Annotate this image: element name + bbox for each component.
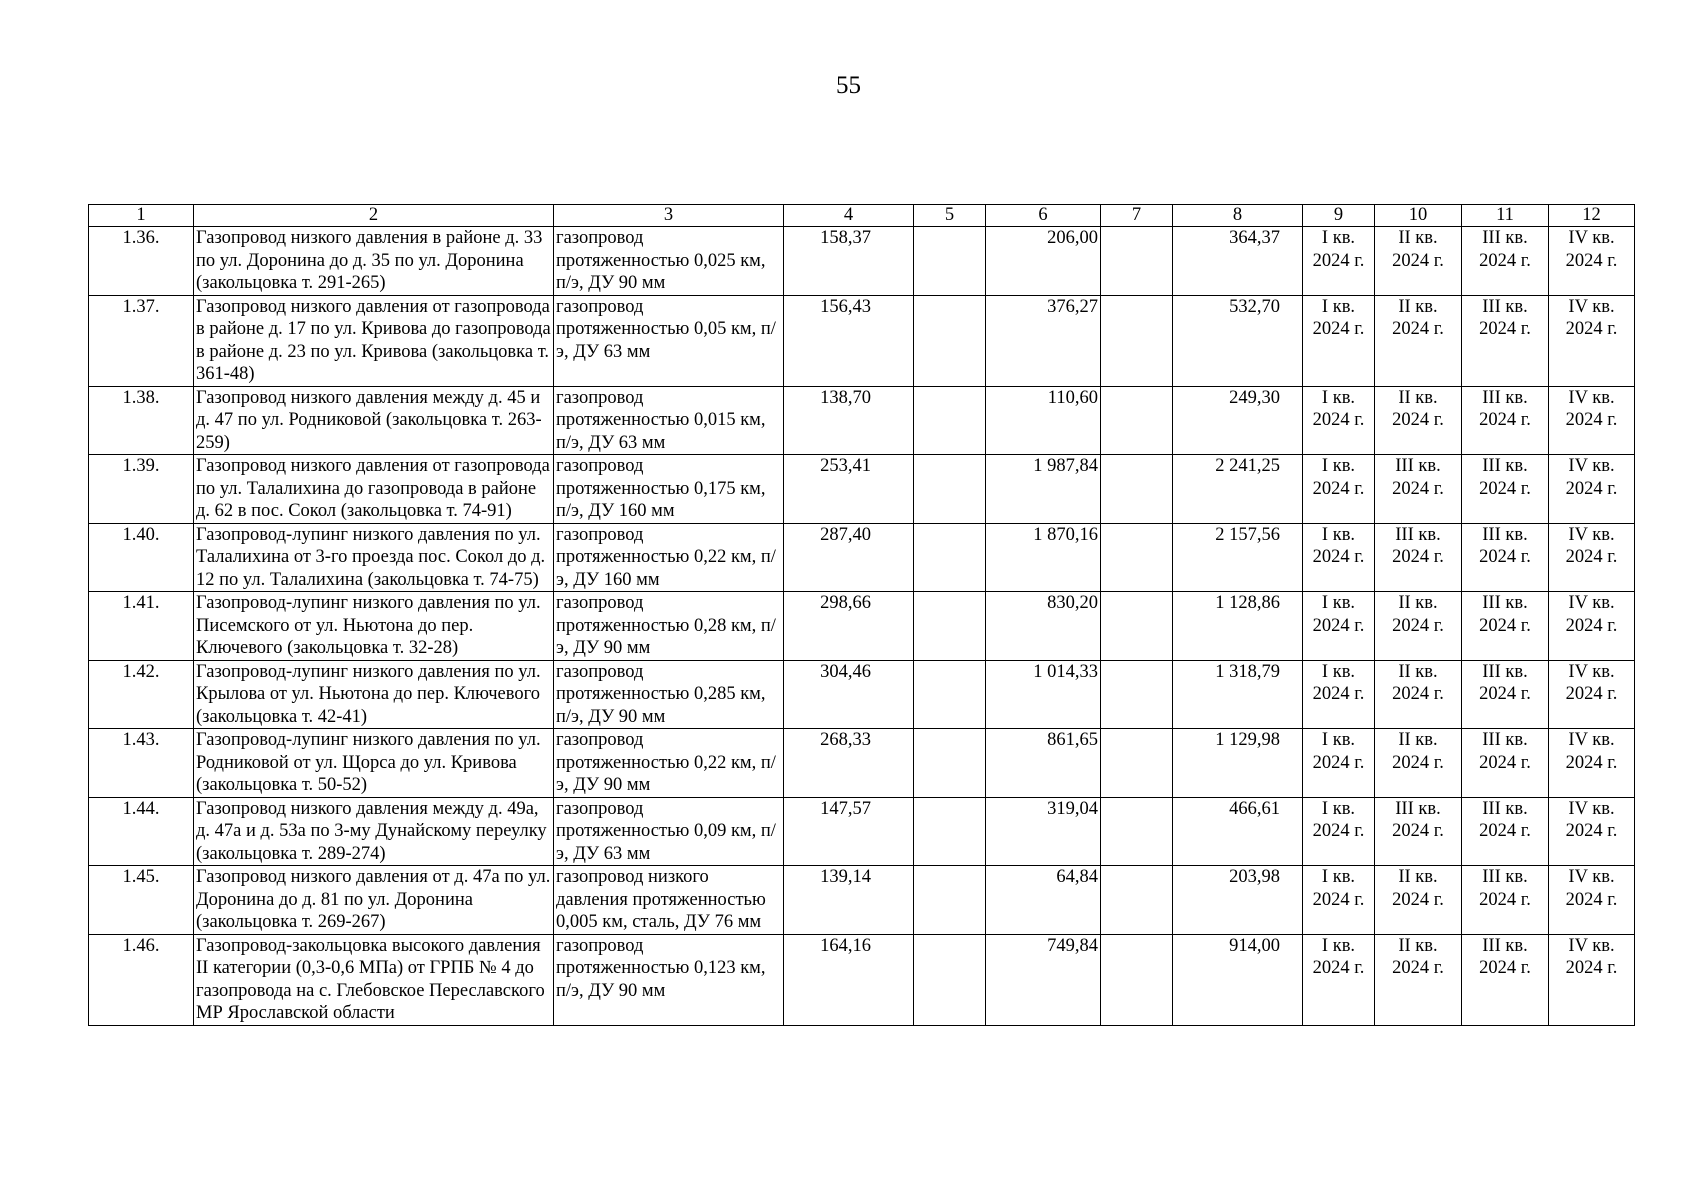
quarter-10 <box>1375 227 1462 296</box>
quarter-9 <box>1303 386 1375 455</box>
value-col-7 <box>1101 227 1173 296</box>
column-number-1: 1 <box>89 205 194 227</box>
table-row <box>89 592 1635 661</box>
quarter-label: III кв. <box>1395 798 1441 819</box>
object-name: Газопровод-лупинг низкого давления по ул. Родниковой от ул. Щорса до ул. Кривова (закольцовка т. 50-52) <box>194 729 554 798</box>
quarter-label: II кв. <box>1398 867 1438 887</box>
quarter-year: 2024 г. <box>1392 821 1444 841</box>
investment-table <box>88 204 1635 1026</box>
value-col-5 <box>914 386 986 455</box>
quarter-year: 2024 г. <box>1565 615 1618 636</box>
column-number-6: 6 <box>986 205 1101 227</box>
column-number-header <box>89 205 1635 227</box>
value-col-8: 249,30 <box>1173 386 1303 455</box>
object-name: Газопровод-лупинг низкого давления по ул. Талалихина от 3-го проезда пос. Сокол до д. 12 по ул. Талалихина (закольцовка т. 74-75) <box>194 523 554 592</box>
row-number: 1.45. <box>89 866 194 935</box>
value-col-8: 914,00 <box>1173 934 1303 1025</box>
quarter-label: I кв. <box>1321 867 1356 887</box>
object-name: Газопровод-лупинг низкого давления по ул. Крылова от ул. Ньютона до пер. Ключевого (закольцовка т. 42-41) <box>194 660 554 729</box>
quarter-year: 2024 г. <box>1392 250 1444 271</box>
object-description: газопровод протяженностью 0,22 км, п/э, ДУ 160 мм <box>554 523 784 592</box>
quarter-label: I кв. <box>1321 228 1356 248</box>
quarter-year: 2024 г. <box>1479 319 1531 339</box>
value-col-4: 304,46 <box>784 660 914 729</box>
value-col-7 <box>1101 866 1173 935</box>
table-row <box>89 523 1635 592</box>
value-col-4: 268,33 <box>784 729 914 798</box>
quarter-12 <box>1549 227 1635 296</box>
quarter-label: IV кв. <box>1568 867 1615 887</box>
quarter-11 <box>1462 295 1549 386</box>
row-number: 1.39. <box>89 455 194 524</box>
table-row <box>89 797 1635 866</box>
object-name: Газопровод низкого давления от газопровода по ул. Талалихина до газопровода в районе д. 62 в пос. Сокол (закольцовка т. 74-91) <box>194 455 554 524</box>
value-col-5 <box>914 227 986 296</box>
quarter-year: 2024 г. <box>1312 958 1365 978</box>
object-description: газопровод протяженностью 0,28 км, п/э, ДУ 90 мм <box>554 592 784 661</box>
quarter-12 <box>1549 523 1635 592</box>
quarter-label: I кв. <box>1321 296 1356 317</box>
quarter-year: 2024 г. <box>1392 958 1444 978</box>
table-row <box>89 660 1635 729</box>
quarter-12 <box>1549 455 1635 524</box>
quarter-label: II кв. <box>1398 387 1438 408</box>
value-col-6: 1 987,84 <box>986 455 1101 524</box>
row-number: 1.46. <box>89 934 194 1025</box>
quarter-10 <box>1375 523 1462 592</box>
value-col-5 <box>914 797 986 866</box>
value-col-8: 364,37 <box>1173 227 1303 296</box>
quarter-label: IV кв. <box>1568 798 1615 819</box>
quarter-year: 2024 г. <box>1312 410 1365 430</box>
quarter-year: 2024 г. <box>1392 752 1444 773</box>
quarter-11 <box>1462 866 1549 935</box>
quarter-12 <box>1549 729 1635 798</box>
value-col-5 <box>914 660 986 729</box>
quarter-12 <box>1549 866 1635 935</box>
value-col-5 <box>914 455 986 524</box>
quarter-12 <box>1549 660 1635 729</box>
row-number: 1.37. <box>89 295 194 386</box>
object-description: газопровод протяженностью 0,123 км, п/э, ДУ 90 мм <box>554 934 784 1025</box>
quarter-year: 2024 г. <box>1565 547 1618 567</box>
quarter-label: IV кв. <box>1568 228 1615 248</box>
value-col-4: 287,40 <box>784 523 914 592</box>
value-col-6: 830,20 <box>986 592 1101 661</box>
quarter-year: 2024 г. <box>1565 410 1618 430</box>
object-description: газопровод протяженностью 0,09 км, п/э, ДУ 63 мм <box>554 797 784 866</box>
quarter-year: 2024 г. <box>1312 319 1365 339</box>
value-col-5 <box>914 934 986 1025</box>
column-number-7: 7 <box>1101 205 1173 227</box>
object-description: газопровод протяженностью 0,015 км, п/э, ДУ 63 мм <box>554 386 784 455</box>
quarter-label: II кв. <box>1398 935 1438 956</box>
quarter-year: 2024 г. <box>1312 478 1365 499</box>
object-name: Газопровод низкого давления в районе д. 33 по ул. Доронина до д. 35 по ул. Доронина (закольцовка т. 291-265) <box>194 227 554 296</box>
value-col-5 <box>914 592 986 661</box>
column-number-3: 3 <box>554 205 784 227</box>
quarter-label: IV кв. <box>1568 730 1615 750</box>
value-col-6: 376,27 <box>986 295 1101 386</box>
quarter-label: III кв. <box>1482 296 1528 317</box>
quarter-year: 2024 г. <box>1479 958 1531 978</box>
quarter-11 <box>1462 523 1549 592</box>
object-description: газопровод протяженностью 0,175 км, п/э, ДУ 160 мм <box>554 455 784 524</box>
value-col-5 <box>914 295 986 386</box>
quarter-year: 2024 г. <box>1312 821 1365 841</box>
row-number: 1.43. <box>89 729 194 798</box>
quarter-year: 2024 г. <box>1479 684 1531 704</box>
column-number-5: 5 <box>914 205 986 227</box>
value-col-5 <box>914 523 986 592</box>
column-number-8: 8 <box>1173 205 1303 227</box>
quarter-12 <box>1549 797 1635 866</box>
quarter-label: I кв. <box>1321 387 1356 408</box>
quarter-10 <box>1375 660 1462 729</box>
quarter-year: 2024 г. <box>1565 478 1618 499</box>
object-name: Газопровод низкого давления от газопровода в районе д. 17 по ул. Кривова до газопровода в районе д. 23 по ул. Кривова (закольцовка т. 361-48) <box>194 295 554 386</box>
object-name: Газопровод низкого давления между д. 49а, д. 47а и д. 53а по 3-му Дунайскому переулку (закольцовка т. 289-274) <box>194 797 554 866</box>
quarter-10 <box>1375 592 1462 661</box>
quarter-label: I кв. <box>1321 524 1356 545</box>
quarter-year: 2024 г. <box>1392 889 1444 910</box>
value-col-8: 532,70 <box>1173 295 1303 386</box>
quarter-year: 2024 г. <box>1479 752 1531 773</box>
row-number: 1.41. <box>89 592 194 661</box>
quarter-year: 2024 г. <box>1479 478 1531 499</box>
object-description: газопровод протяженностью 0,285 км, п/э, ДУ 90 мм <box>554 660 784 729</box>
value-col-8: 466,61 <box>1173 797 1303 866</box>
quarter-year: 2024 г. <box>1312 547 1365 567</box>
row-number: 1.38. <box>89 386 194 455</box>
quarter-label: II кв. <box>1398 228 1438 248</box>
quarter-year: 2024 г. <box>1312 615 1365 636</box>
quarter-label: III кв. <box>1395 524 1441 545</box>
quarter-11 <box>1462 660 1549 729</box>
quarter-label: IV кв. <box>1568 456 1615 476</box>
value-col-7 <box>1101 934 1173 1025</box>
column-number-4: 4 <box>784 205 914 227</box>
value-col-4: 147,57 <box>784 797 914 866</box>
quarter-year: 2024 г. <box>1565 821 1618 841</box>
quarter-year: 2024 г. <box>1479 410 1531 430</box>
quarter-11 <box>1462 227 1549 296</box>
quarter-year: 2024 г. <box>1565 958 1618 978</box>
quarter-year: 2024 г. <box>1479 821 1531 841</box>
quarter-10 <box>1375 866 1462 935</box>
quarter-label: I кв. <box>1321 593 1356 613</box>
quarter-9 <box>1303 455 1375 524</box>
value-col-4: 158,37 <box>784 227 914 296</box>
quarter-year: 2024 г. <box>1392 478 1444 499</box>
value-col-4: 138,70 <box>784 386 914 455</box>
column-number-9: 9 <box>1303 205 1375 227</box>
value-col-6: 861,65 <box>986 729 1101 798</box>
quarter-year: 2024 г. <box>1565 889 1618 910</box>
quarter-label: IV кв. <box>1568 524 1615 545</box>
quarter-label: II кв. <box>1398 661 1438 682</box>
row-number: 1.42. <box>89 660 194 729</box>
quarter-10 <box>1375 386 1462 455</box>
value-col-7 <box>1101 729 1173 798</box>
quarter-label: III кв. <box>1482 798 1528 819</box>
table-row <box>89 455 1635 524</box>
quarter-label: IV кв. <box>1568 593 1615 613</box>
value-col-6: 64,84 <box>986 866 1101 935</box>
quarter-year: 2024 г. <box>1479 889 1531 910</box>
quarter-12 <box>1549 934 1635 1025</box>
value-col-4: 298,66 <box>784 592 914 661</box>
quarter-year: 2024 г. <box>1392 615 1444 636</box>
quarter-11 <box>1462 729 1549 798</box>
value-col-8: 203,98 <box>1173 866 1303 935</box>
column-number-11: 11 <box>1462 205 1549 227</box>
quarter-year: 2024 г. <box>1392 410 1444 430</box>
quarter-9 <box>1303 227 1375 296</box>
value-col-7 <box>1101 660 1173 729</box>
quarter-11 <box>1462 455 1549 524</box>
value-col-7 <box>1101 523 1173 592</box>
quarter-year: 2024 г. <box>1479 547 1531 567</box>
quarter-10 <box>1375 934 1462 1025</box>
object-name: Газопровод-закольцовка высокого давления II категории (0,3-0,6 МПа) от ГРПБ № 4 до газопровода на с. Глебовское Переславского МР Ярославской области <box>194 934 554 1025</box>
table-row <box>89 295 1635 386</box>
value-col-7 <box>1101 797 1173 866</box>
object-description: газопровод протяженностью 0,05 км, п/э, ДУ 63 мм <box>554 295 784 386</box>
value-col-4: 156,43 <box>784 295 914 386</box>
column-number-2: 2 <box>194 205 554 227</box>
quarter-year: 2024 г. <box>1312 684 1365 704</box>
quarter-label: IV кв. <box>1568 935 1615 956</box>
quarter-9 <box>1303 523 1375 592</box>
object-description: газопровод низкого давления протяженностью 0,005 км, сталь, ДУ 76 мм <box>554 866 784 935</box>
value-col-8: 2 241,25 <box>1173 455 1303 524</box>
quarter-year: 2024 г. <box>1479 615 1531 636</box>
quarter-10 <box>1375 295 1462 386</box>
quarter-9 <box>1303 660 1375 729</box>
quarter-12 <box>1549 386 1635 455</box>
quarter-12 <box>1549 295 1635 386</box>
quarter-label: III кв. <box>1482 935 1528 956</box>
quarter-10 <box>1375 455 1462 524</box>
value-col-4: 164,16 <box>784 934 914 1025</box>
quarter-year: 2024 г. <box>1565 319 1618 339</box>
quarter-9 <box>1303 866 1375 935</box>
table-row <box>89 729 1635 798</box>
quarter-11 <box>1462 934 1549 1025</box>
table-row <box>89 934 1635 1025</box>
column-number-12: 12 <box>1549 205 1635 227</box>
quarter-label: I кв. <box>1321 730 1356 750</box>
quarter-10 <box>1375 729 1462 798</box>
quarter-label: II кв. <box>1398 730 1438 750</box>
quarter-label: III кв. <box>1395 456 1441 476</box>
quarter-label: IV кв. <box>1568 387 1615 408</box>
quarter-label: III кв. <box>1482 730 1528 750</box>
row-number: 1.36. <box>89 227 194 296</box>
quarter-year: 2024 г. <box>1312 250 1365 271</box>
quarter-year: 2024 г. <box>1312 752 1365 773</box>
value-col-8: 1 129,98 <box>1173 729 1303 798</box>
value-col-6: 749,84 <box>986 934 1101 1025</box>
quarter-9 <box>1303 797 1375 866</box>
table-row <box>89 227 1635 296</box>
object-name: Газопровод низкого давления от д. 47а по ул. Доронина до д. 81 по ул. Доронина (закольцовка т. 269-267) <box>194 866 554 935</box>
quarter-label: III кв. <box>1482 524 1528 545</box>
column-number-10: 10 <box>1375 205 1462 227</box>
quarter-11 <box>1462 592 1549 661</box>
object-description: газопровод протяженностью 0,025 км, п/э, ДУ 90 мм <box>554 227 784 296</box>
quarter-label: III кв. <box>1482 456 1528 476</box>
object-name: Газопровод низкого давления между д. 45 и д. 47 по ул. Родниковой (закольцовка т. 263-259) <box>194 386 554 455</box>
value-col-6: 319,04 <box>986 797 1101 866</box>
table-row <box>89 866 1635 935</box>
quarter-label: III кв. <box>1482 661 1528 682</box>
quarter-year: 2024 г. <box>1565 250 1618 271</box>
value-col-7 <box>1101 455 1173 524</box>
quarter-label: II кв. <box>1398 296 1438 317</box>
value-col-4: 139,14 <box>784 866 914 935</box>
object-name: Газопровод-лупинг низкого давления по ул. Писемского от ул. Ньютона до пер. Ключевого (закольцовка т. 32-28) <box>194 592 554 661</box>
quarter-year: 2024 г. <box>1312 889 1365 910</box>
quarter-12 <box>1549 592 1635 661</box>
row-number: 1.40. <box>89 523 194 592</box>
value-col-6: 110,60 <box>986 386 1101 455</box>
value-col-8: 1 128,86 <box>1173 592 1303 661</box>
value-col-5 <box>914 729 986 798</box>
value-col-6: 1 870,16 <box>986 523 1101 592</box>
quarter-9 <box>1303 592 1375 661</box>
value-col-8: 2 157,56 <box>1173 523 1303 592</box>
quarter-label: III кв. <box>1482 387 1528 408</box>
value-col-8: 1 318,79 <box>1173 660 1303 729</box>
value-col-7 <box>1101 386 1173 455</box>
quarter-label: I кв. <box>1321 456 1356 476</box>
value-col-7 <box>1101 295 1173 386</box>
quarter-11 <box>1462 386 1549 455</box>
quarter-year: 2024 г. <box>1392 547 1444 567</box>
table-row <box>89 386 1635 455</box>
quarter-year: 2024 г. <box>1565 752 1618 773</box>
quarter-label: I кв. <box>1321 798 1356 819</box>
value-col-7 <box>1101 592 1173 661</box>
quarter-10 <box>1375 797 1462 866</box>
page-number: 55 <box>836 72 861 99</box>
quarter-9 <box>1303 729 1375 798</box>
quarter-label: III кв. <box>1482 593 1528 613</box>
quarter-label: III кв. <box>1482 867 1528 887</box>
quarter-11 <box>1462 797 1549 866</box>
quarter-label: II кв. <box>1398 593 1438 613</box>
value-col-6: 1 014,33 <box>986 660 1101 729</box>
quarter-label: IV кв. <box>1568 661 1615 682</box>
value-col-6: 206,00 <box>986 227 1101 296</box>
quarter-label: III кв. <box>1482 228 1528 248</box>
row-number: 1.44. <box>89 797 194 866</box>
value-col-4: 253,41 <box>784 455 914 524</box>
object-description: газопровод протяженностью 0,22 км, п/э, ДУ 90 мм <box>554 729 784 798</box>
quarter-year: 2024 г. <box>1479 250 1531 271</box>
quarter-label: I кв. <box>1321 935 1356 956</box>
table-body <box>89 227 1635 1026</box>
quarter-9 <box>1303 934 1375 1025</box>
quarter-year: 2024 г. <box>1392 319 1444 339</box>
quarter-year: 2024 г. <box>1565 684 1618 704</box>
value-col-5 <box>914 866 986 935</box>
quarter-label: IV кв. <box>1568 296 1615 317</box>
quarter-label: I кв. <box>1321 661 1356 682</box>
quarter-9 <box>1303 295 1375 386</box>
quarter-year: 2024 г. <box>1392 684 1444 704</box>
